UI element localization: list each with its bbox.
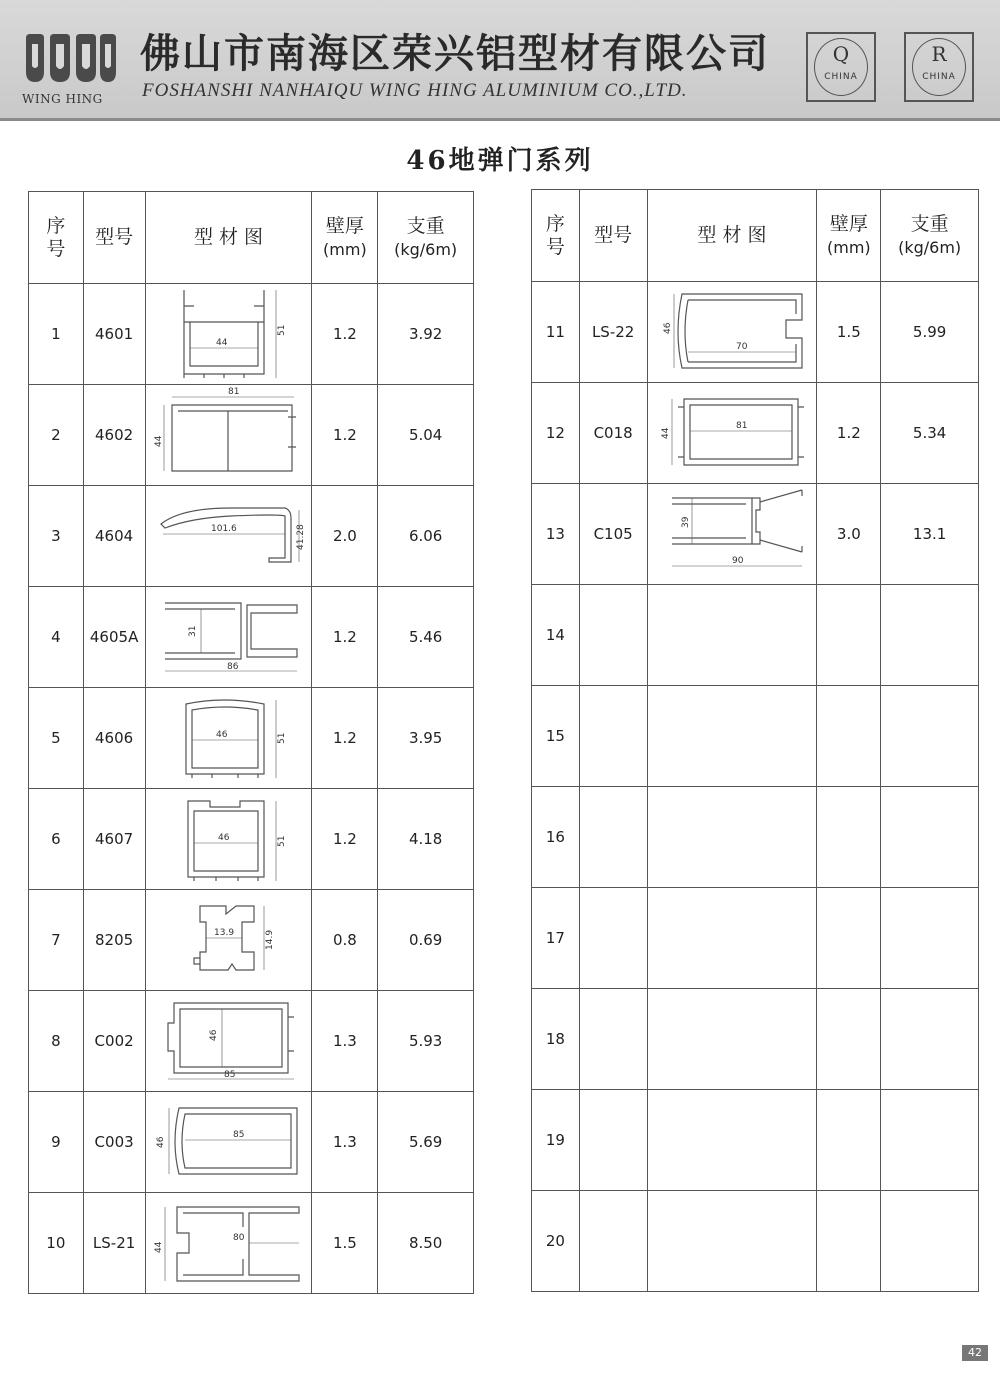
svg-text:51: 51 xyxy=(276,835,287,847)
header-weight: 支重 (kg/6m) xyxy=(881,190,979,282)
header-no: 序号 xyxy=(532,190,580,282)
header-thickness: 壁厚 (mm) xyxy=(817,190,881,282)
svg-text:46: 46 xyxy=(215,730,227,740)
cell-weight xyxy=(881,686,979,787)
cell-no: 6 xyxy=(29,789,84,890)
table-row xyxy=(532,585,979,686)
table-row xyxy=(29,1193,474,1294)
cell-model xyxy=(579,787,647,888)
cell-weight: 5.04 xyxy=(378,385,474,486)
page-header xyxy=(0,0,1000,121)
svg-text:46: 46 xyxy=(155,1136,166,1148)
page-number: 42 xyxy=(962,1345,988,1361)
header-weight: 支重 (kg/6m) xyxy=(378,192,474,284)
table-row xyxy=(29,486,474,587)
svg-text:86: 86 xyxy=(227,662,239,672)
cell-model: 4602 xyxy=(83,385,145,486)
cell-no: 2 xyxy=(29,385,84,486)
cell-weight: 6.06 xyxy=(378,486,474,587)
cell-thickness: 1.3 xyxy=(312,991,378,1092)
table-row xyxy=(29,1092,474,1193)
cell-weight xyxy=(881,989,979,1090)
profile-table-right xyxy=(531,189,979,1292)
cell-no: 10 xyxy=(29,1193,84,1294)
cell-model xyxy=(579,1090,647,1191)
cell-no: 13 xyxy=(532,484,580,585)
table-row xyxy=(532,383,979,484)
profile-drawing xyxy=(647,787,817,888)
table-row xyxy=(532,282,979,383)
cell-weight xyxy=(881,585,979,686)
cell-model xyxy=(579,1191,647,1292)
header-model: 型号 xyxy=(83,192,145,284)
profile-drawing xyxy=(145,486,312,587)
svg-text:51: 51 xyxy=(276,732,287,744)
table-row xyxy=(532,1090,979,1191)
cell-thickness: 1.5 xyxy=(817,282,881,383)
cell-thickness: 1.2 xyxy=(312,789,378,890)
cell-weight: 3.92 xyxy=(378,284,474,385)
cell-thickness: 1.2 xyxy=(312,587,378,688)
header-drawing: 型 材 图 xyxy=(647,190,817,282)
table-row xyxy=(532,888,979,989)
profile-drawing xyxy=(145,890,312,991)
cell-no: 12 xyxy=(532,383,580,484)
cell-no: 3 xyxy=(29,486,84,587)
cell-model: 4601 xyxy=(83,284,145,385)
cell-thickness xyxy=(817,989,881,1090)
header-thickness: 壁厚 (mm) xyxy=(312,192,378,284)
cell-thickness: 3.0 xyxy=(817,484,881,585)
cell-thickness: 0.8 xyxy=(312,890,378,991)
cell-no: 8 xyxy=(29,991,84,1092)
cell-no: 1 xyxy=(29,284,84,385)
cell-thickness: 1.2 xyxy=(312,688,378,789)
cell-thickness xyxy=(817,888,881,989)
cell-no: 16 xyxy=(532,787,580,888)
cell-thickness: 1.2 xyxy=(817,383,881,484)
profile-drawing xyxy=(647,989,817,1090)
page-title: 46地弹门系列 xyxy=(406,146,594,176)
cell-weight: 5.34 xyxy=(881,383,979,484)
svg-text:85: 85 xyxy=(232,1130,244,1140)
svg-text:85: 85 xyxy=(223,1070,235,1080)
table-header-row xyxy=(29,192,474,284)
svg-text:39: 39 xyxy=(680,516,691,528)
header-model: 型号 xyxy=(579,190,647,282)
cell-model xyxy=(579,888,647,989)
table-row xyxy=(532,989,979,1090)
cell-model: 8205 xyxy=(83,890,145,991)
svg-text:14.9: 14.9 xyxy=(264,929,275,950)
profile-table-left xyxy=(28,191,474,1294)
svg-text:13.9: 13.9 xyxy=(213,928,234,938)
svg-text:44: 44 xyxy=(660,427,671,439)
cell-thickness: 1.5 xyxy=(312,1193,378,1294)
profile-drawing xyxy=(647,383,817,484)
profile-drawing xyxy=(647,484,817,585)
profile-drawing xyxy=(647,282,817,383)
cell-thickness xyxy=(817,585,881,686)
cell-weight xyxy=(881,1191,979,1292)
svg-text:41.28: 41.28 xyxy=(296,524,307,550)
table-row xyxy=(29,789,474,890)
cell-model: C002 xyxy=(83,991,145,1092)
profile-drawing xyxy=(145,1193,312,1294)
profile-drawing xyxy=(647,585,817,686)
cell-no: 18 xyxy=(532,989,580,1090)
cell-weight xyxy=(881,888,979,989)
profile-drawing xyxy=(647,1090,817,1191)
table-header-row xyxy=(532,190,979,282)
cell-weight xyxy=(881,787,979,888)
cell-thickness: 1.3 xyxy=(312,1092,378,1193)
profile-drawing xyxy=(145,1092,312,1193)
cell-weight: 5.69 xyxy=(378,1092,474,1193)
cell-thickness xyxy=(817,1191,881,1292)
profile-drawing xyxy=(145,991,312,1092)
cell-model xyxy=(579,989,647,1090)
svg-text:90: 90 xyxy=(731,556,744,566)
profile-drawing xyxy=(647,686,817,787)
svg-text:80: 80 xyxy=(232,1233,244,1243)
cell-model: 4605A xyxy=(83,587,145,688)
cell-model: LS-21 xyxy=(83,1193,145,1294)
cell-no: 15 xyxy=(532,686,580,787)
cell-thickness xyxy=(817,1090,881,1191)
profile-drawing xyxy=(145,284,312,385)
cell-model: 4604 xyxy=(83,486,145,587)
svg-text:46: 46 xyxy=(208,1029,219,1041)
svg-text:46: 46 xyxy=(217,833,229,843)
table-row xyxy=(29,991,474,1092)
cert-r-badge: R CHINA xyxy=(904,32,974,102)
cell-weight: 0.69 xyxy=(378,890,474,991)
svg-text:31: 31 xyxy=(188,625,199,637)
cell-model xyxy=(579,686,647,787)
cell-no: 9 xyxy=(29,1092,84,1193)
cell-thickness: 1.2 xyxy=(312,385,378,486)
cell-no: 4 xyxy=(29,587,84,688)
cell-weight: 13.1 xyxy=(881,484,979,585)
svg-text:44: 44 xyxy=(153,435,164,447)
cell-weight: 5.93 xyxy=(378,991,474,1092)
svg-text:44: 44 xyxy=(215,338,227,348)
cell-no: 5 xyxy=(29,688,84,789)
svg-text:101.6: 101.6 xyxy=(211,524,237,534)
cell-weight: 8.50 xyxy=(378,1193,474,1294)
profile-drawing xyxy=(145,688,312,789)
cell-model xyxy=(579,585,647,686)
cell-thickness: 2.0 xyxy=(312,486,378,587)
cell-model: C018 xyxy=(579,383,647,484)
company-name-chinese: 佛山市南海区荣兴铝型材有限公司 xyxy=(140,30,770,77)
table-row xyxy=(29,385,474,486)
cell-model: C105 xyxy=(579,484,647,585)
cell-model: 4607 xyxy=(83,789,145,890)
table-row xyxy=(532,1191,979,1292)
company-name-english: FOSHANSHI NANHAIQU WING HING ALUMINIUM CO.,LTD. xyxy=(142,80,688,101)
table-row xyxy=(29,587,474,688)
table-row xyxy=(29,890,474,991)
cell-weight: 5.46 xyxy=(378,587,474,688)
logo-text: WING HING xyxy=(22,92,103,106)
cell-weight: 3.95 xyxy=(378,688,474,789)
table-row xyxy=(532,787,979,888)
cell-thickness xyxy=(817,787,881,888)
profile-drawing xyxy=(145,587,312,688)
cell-model: C003 xyxy=(83,1092,145,1193)
cell-model: 4606 xyxy=(83,688,145,789)
header-drawing: 型 材 图 xyxy=(145,192,312,284)
svg-text:46: 46 xyxy=(662,322,673,334)
cell-weight: 4.18 xyxy=(378,789,474,890)
cell-weight xyxy=(881,1090,979,1191)
svg-text:51: 51 xyxy=(276,324,287,336)
cell-thickness xyxy=(817,686,881,787)
cell-no: 7 xyxy=(29,890,84,991)
svg-text:70: 70 xyxy=(735,342,748,352)
header-no: 序号 xyxy=(29,192,84,284)
cell-model: LS-22 xyxy=(579,282,647,383)
table-row xyxy=(532,484,979,585)
cell-no: 19 xyxy=(532,1090,580,1191)
svg-text:81: 81 xyxy=(735,421,748,431)
cell-weight: 5.99 xyxy=(881,282,979,383)
svg-text:81: 81 xyxy=(227,387,239,397)
cell-no: 17 xyxy=(532,888,580,989)
table-row xyxy=(29,284,474,385)
profile-drawing xyxy=(647,1191,817,1292)
svg-text:44: 44 xyxy=(153,1241,164,1253)
cell-no: 11 xyxy=(532,282,580,383)
profile-drawing xyxy=(145,789,312,890)
table-row xyxy=(29,688,474,789)
cell-no: 14 xyxy=(532,585,580,686)
profile-drawing xyxy=(647,888,817,989)
cell-no: 20 xyxy=(532,1191,580,1292)
profile-drawing xyxy=(145,385,312,486)
table-row xyxy=(532,686,979,787)
cell-thickness: 1.2 xyxy=(312,284,378,385)
cert-q-badge: Q CHINA xyxy=(806,32,876,102)
